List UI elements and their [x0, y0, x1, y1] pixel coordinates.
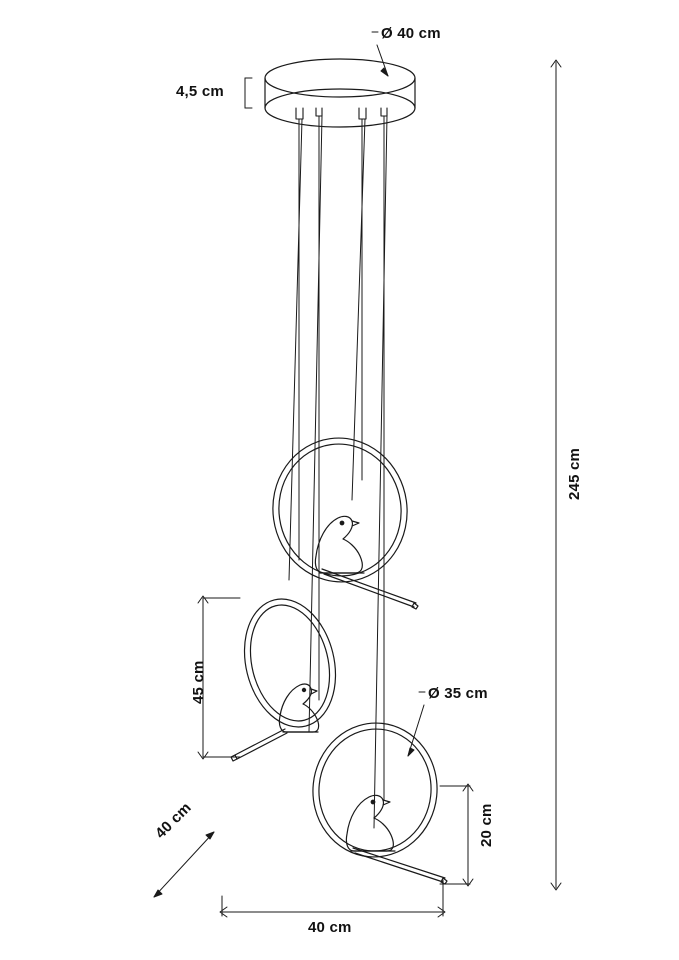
dim-total-height	[420, 60, 562, 890]
label-canopy-diameter: Ø 40 cm	[381, 25, 441, 42]
label-base-width: 40 cm	[308, 919, 352, 936]
ring-shade-lower	[306, 717, 447, 884]
label-ring-diameter: Ø 35 cm	[428, 685, 488, 702]
dim-canopy-height	[245, 78, 252, 108]
ring-shade-upper	[264, 429, 418, 609]
dim-ring-offset	[440, 784, 473, 886]
label-total-height: 245 cm	[566, 447, 583, 500]
label-ring-offset: 20 cm	[478, 803, 495, 847]
label-canopy-height: 4,5 cm	[176, 83, 224, 100]
label-base-depth: 40 cm	[152, 799, 195, 843]
label-shade-spacing: 45 cm	[190, 660, 207, 704]
dim-base-width	[220, 880, 445, 917]
ring-shade-middle	[231, 589, 348, 761]
canopy-connectors	[296, 108, 387, 119]
canopy-plate	[265, 59, 415, 127]
suspension-cables	[289, 116, 387, 828]
